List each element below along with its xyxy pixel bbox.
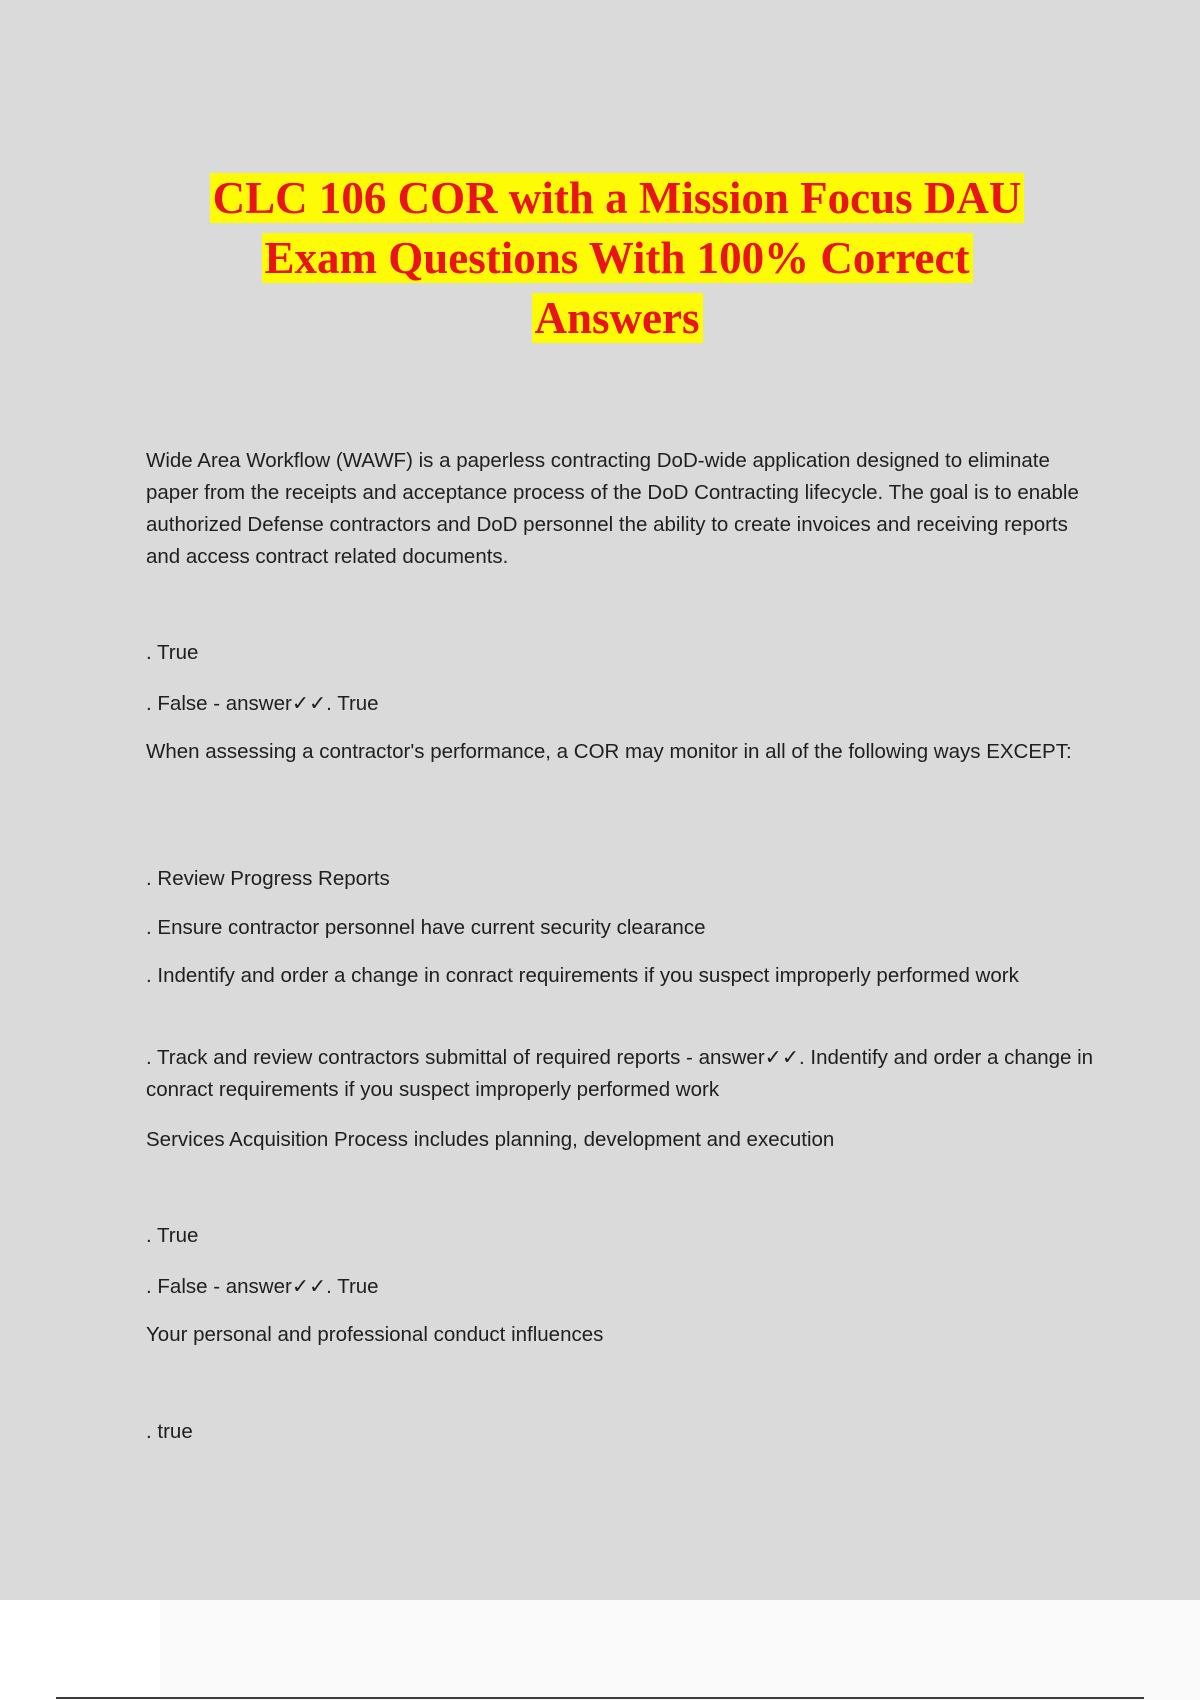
option-true: . True bbox=[146, 641, 199, 664]
option-security-clearance: . Ensure contractor personnel have current security clearance bbox=[146, 916, 706, 939]
option-true: . True bbox=[146, 1224, 199, 1247]
question-paragraph-wawf: Wide Area Workflow (WAWF) is a paperless contracting DoD-wide application designed to eliminate paper from the receipts and acceptance process of the DoD Contracting lifecycle. The goal is to enable authorized Defense contractors and DoD personnel the ability to create invoices and receiving reports and access contract related documents. bbox=[146, 449, 1079, 568]
option-false-answer: . False - answer✓✓. True bbox=[146, 1275, 379, 1298]
page-footer-area bbox=[0, 1600, 1200, 1700]
option-indentify-change: . Indentify and order a change in conract requirements if you suspect improperly performed work bbox=[146, 964, 1019, 987]
option-review-progress-reports: . Review Progress Reports bbox=[146, 867, 390, 890]
question-paragraph-services-acquisition: Services Acquisition Process includes planning, development and execution bbox=[146, 1128, 835, 1151]
title-line-1: CLC 106 COR with a Mission Focus DAU bbox=[210, 173, 1025, 223]
title-line-2: Exam Questions With 100% Correct bbox=[262, 233, 973, 283]
footer-band bbox=[160, 1600, 1200, 1700]
option-true-lowercase: . true bbox=[146, 1420, 193, 1443]
document-title bbox=[120, 168, 1114, 348]
option-track-review-answer: . Track and review contractors submittal of required reports - answer✓✓. Indentify and order a change in conract requirements if you suspect improperly performed work bbox=[146, 1046, 1094, 1101]
option-false-answer: . False - answer✓✓. True bbox=[146, 692, 379, 715]
title-line-3: Answers bbox=[532, 293, 703, 343]
question-paragraph-conduct: Your personal and professional conduct influences bbox=[146, 1323, 604, 1346]
question-paragraph-cor-monitoring: When assessing a contractor's performance, a COR may monitor in all of the following ways EXCEPT: bbox=[146, 740, 1072, 763]
footer-rule bbox=[56, 1697, 1144, 1699]
